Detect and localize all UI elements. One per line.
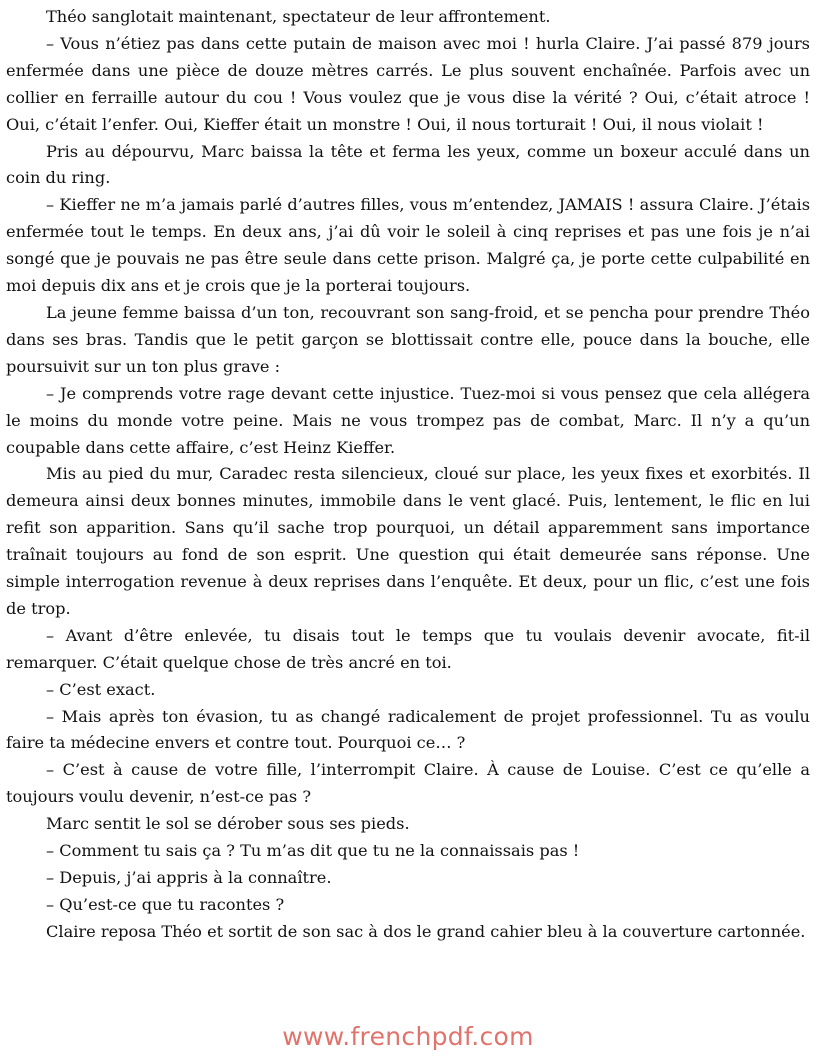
paragraph: Marc sentit le sol se dérober sous ses pieds. <box>46 814 410 834</box>
paragraph: – Comment tu sais ça ? Tu m’as dit que tu ne la connaissais pas ! <box>46 841 580 861</box>
paragraph: – Kieffer ne m’a jamais parlé d’autres filles, vous m’entendez, JAMAIS ! assura Claire. J’étais enfermée tout le temps. En deux ans, j’ai dû voir le soleil à cinq reprises et pas une fois je n’ai songé que je pouvais ne pas être seule dans cette prison. Malgré ça, je porte cette culpabilité en moi depuis dix ans et je crois que je la porterai toujours. <box>6 195 810 296</box>
book-page-text <box>6 4 810 946</box>
paragraph: – Vous n’étiez pas dans cette putain de maison avec moi ! hurla Claire. J’ai passé 879 jours enfermée dans une pièce de douze mètres carrés. Le plus souvent enchaînée. Parfois avec un collier en ferraille autour du cou ! Vous voulez que je vous dise la vérité ? Oui, c’était atroce ! Oui, c’était l’enfer. Oui, Kieffer était un monstre ! Oui, il nous torturait ! Oui, il nous violait ! <box>6 33 810 134</box>
paragraph: – Je comprends votre rage devant cette injustice. Tuez-moi si vous pensez que cela allégera le moins du monde votre peine. Mais ne vous trompez pas de combat, Marc. Il n’y a qu’un coupable dans cette affaire, c’est Heinz Kieffer. <box>6 383 810 457</box>
paragraph: Théo sanglotait maintenant, spectateur de leur affrontement. <box>46 7 551 26</box>
paragraph: – Avant d’être enlevée, tu disais tout le temps que tu voulais devenir avocate, fit-il remarquer. C’était quelque chose de très ancré en toi. <box>6 625 810 672</box>
paragraph: – C’est exact. <box>46 679 156 699</box>
watermark-link[interactable]: www.frenchpdf.com <box>282 1022 534 1051</box>
paragraph: – C’est à cause de votre fille, l’interrompit Claire. À cause de Louise. C’est ce qu’elle a toujours voulu devenir, n’est-ce pas ? <box>6 760 810 807</box>
paragraph: Claire reposa Théo et sortit de son sac à dos le grand cahier bleu à la couverture cartonnée. <box>46 921 806 941</box>
paragraph: – Qu’est-ce que tu racontes ? <box>46 894 285 914</box>
paragraph: – Mais après ton évasion, tu as changé radicalement de projet professionnel. Tu as voulu faire ta médecine envers et contre tout. Pourquoi ce… ? <box>6 706 810 753</box>
paragraph: Mis au pied du mur, Caradec resta silencieux, cloué sur place, les yeux fixes et exorbités. Il demeura ainsi deux bonnes minutes, immobile dans le vent glacé. Puis, lentement, le flic en lui refit son apparition. Sans qu’il sache trop pourquoi, un détail apparemment sans importance traînait toujours au fond de son esprit. Une question qui était demeurée sans réponse. Une simple interrogation revenue à deux reprises dans l’enquête. Et deux, pour un flic, c’est une fois de trop. <box>6 464 810 618</box>
paragraph: Pris au dépourvu, Marc baissa la tête et ferma les yeux, comme un boxeur acculé dans un coin du ring. <box>6 141 810 188</box>
paragraph: – Depuis, j’ai appris à la connaître. <box>46 868 332 887</box>
paragraph: La jeune femme baissa d’un ton, recouvrant son sang-froid, et se pencha pour prendre Théo dans ses bras. Tandis que le petit garçon se blottissait contre elle, pouce dans la bouche, elle poursuivit sur un ton plus grave : <box>6 302 810 376</box>
